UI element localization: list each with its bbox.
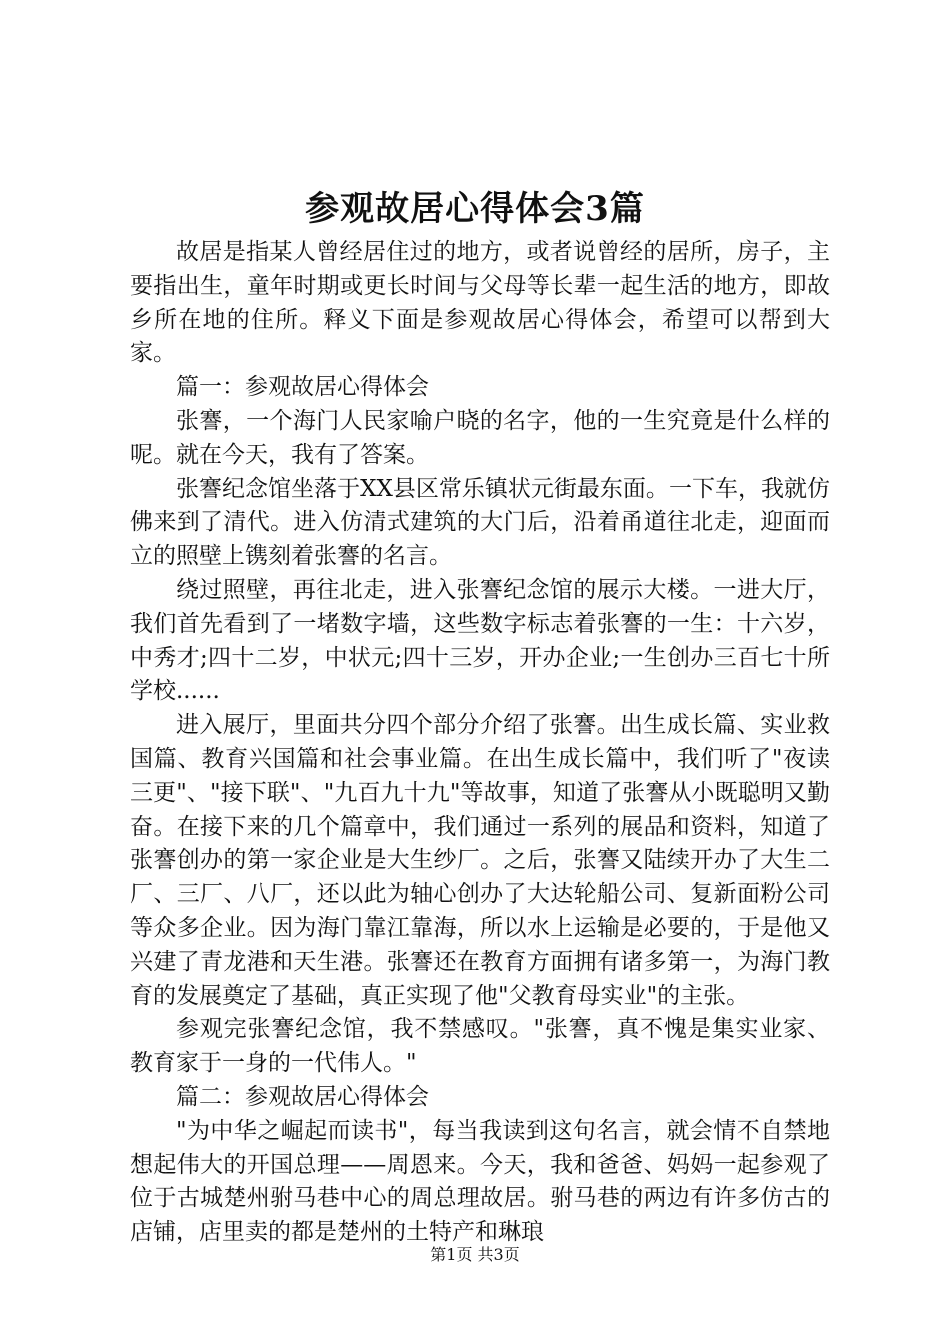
paragraph: 绕过照壁，再往北走，进入张謇纪念馆的展示大楼。一进大厅，我们首先看到了一堵数字墙，这些数字标志着张謇的一生：十六岁，中秀才;四十二岁，中状元;四十三岁，开办企业;一生创办三百七十所学校...... — [130, 576, 830, 705]
paragraph: 张謇纪念馆坐落于XX县区常乐镇状元街最东面。一下车，我就仿佛来到了清代。进入仿清式建筑的大门后，沿着甬道往北走，迎面而立的照壁上镌刻着张謇的名言。 — [130, 475, 830, 570]
document-body — [130, 236, 830, 1250]
paragraph: 进入展厅，里面共分四个部分介绍了张謇。出生成长篇、实业救国篇、教育兴国篇和社会事业篇。在出生成长篇中，我们听了"夜读三更"、"接下联"、"九百九十九"等故事，知道了张謇从小既聪明又勤奋。在接下来的几个篇章中，我们通过一系列的展品和资料，知道了张謇创办的第一家企业是大生纱厂。之后，张謇又陆续开办了大生二厂、三厂、八厂，还以此为轴心创办了大达轮船公司、复新面粉公司等众多企业。因为海门靠江靠海，所以水上运输是必要的，于是他又兴建了青龙港和天生港。张謇还在教育方面拥有诸多第一，为海门教育的发展奠定了基础，真正实现了他"父教育母实业"的主张。 — [130, 712, 830, 1009]
paragraph: 张謇，一个海门人民家喻户晓的名字，他的一生究竟是什么样的呢。就在今天，我有了答案。 — [130, 407, 830, 468]
paragraph: "为中华之崛起而读书"，每当我读到这句名言，就会情不自禁地想起伟大的开国总理——周恩来。今天，我和爸爸、妈妈一起参观了位于古城楚州驸马巷中心的周总理故居。驸马巷的两边有许多仿古的店铺，店里卖的都是楚州的土特产和琳琅 — [130, 1117, 830, 1246]
section-heading-1: 篇一：参观故居心得体会 — [176, 374, 429, 401]
section-heading-2: 篇二：参观故居心得体会 — [176, 1083, 429, 1110]
paragraph: 参观完张謇纪念馆，我不禁感叹。"张謇，真不愧是集实业家、教育家于一身的一代伟人。" — [130, 1016, 830, 1077]
document-title: 参观故居心得体会3篇 — [305, 189, 645, 229]
page-footer: 第1页 共3页 — [430, 1245, 520, 1264]
paragraph-intro: 故居是指某人曾经居住过的地方，或者说曾经的居所，房子，主要指出生，童年时期或更长时间与父母等长辈一起生活的地方，即故乡所在地的住所。释义下面是参观故居心得体会，希望可以帮到大家。 — [130, 239, 830, 367]
